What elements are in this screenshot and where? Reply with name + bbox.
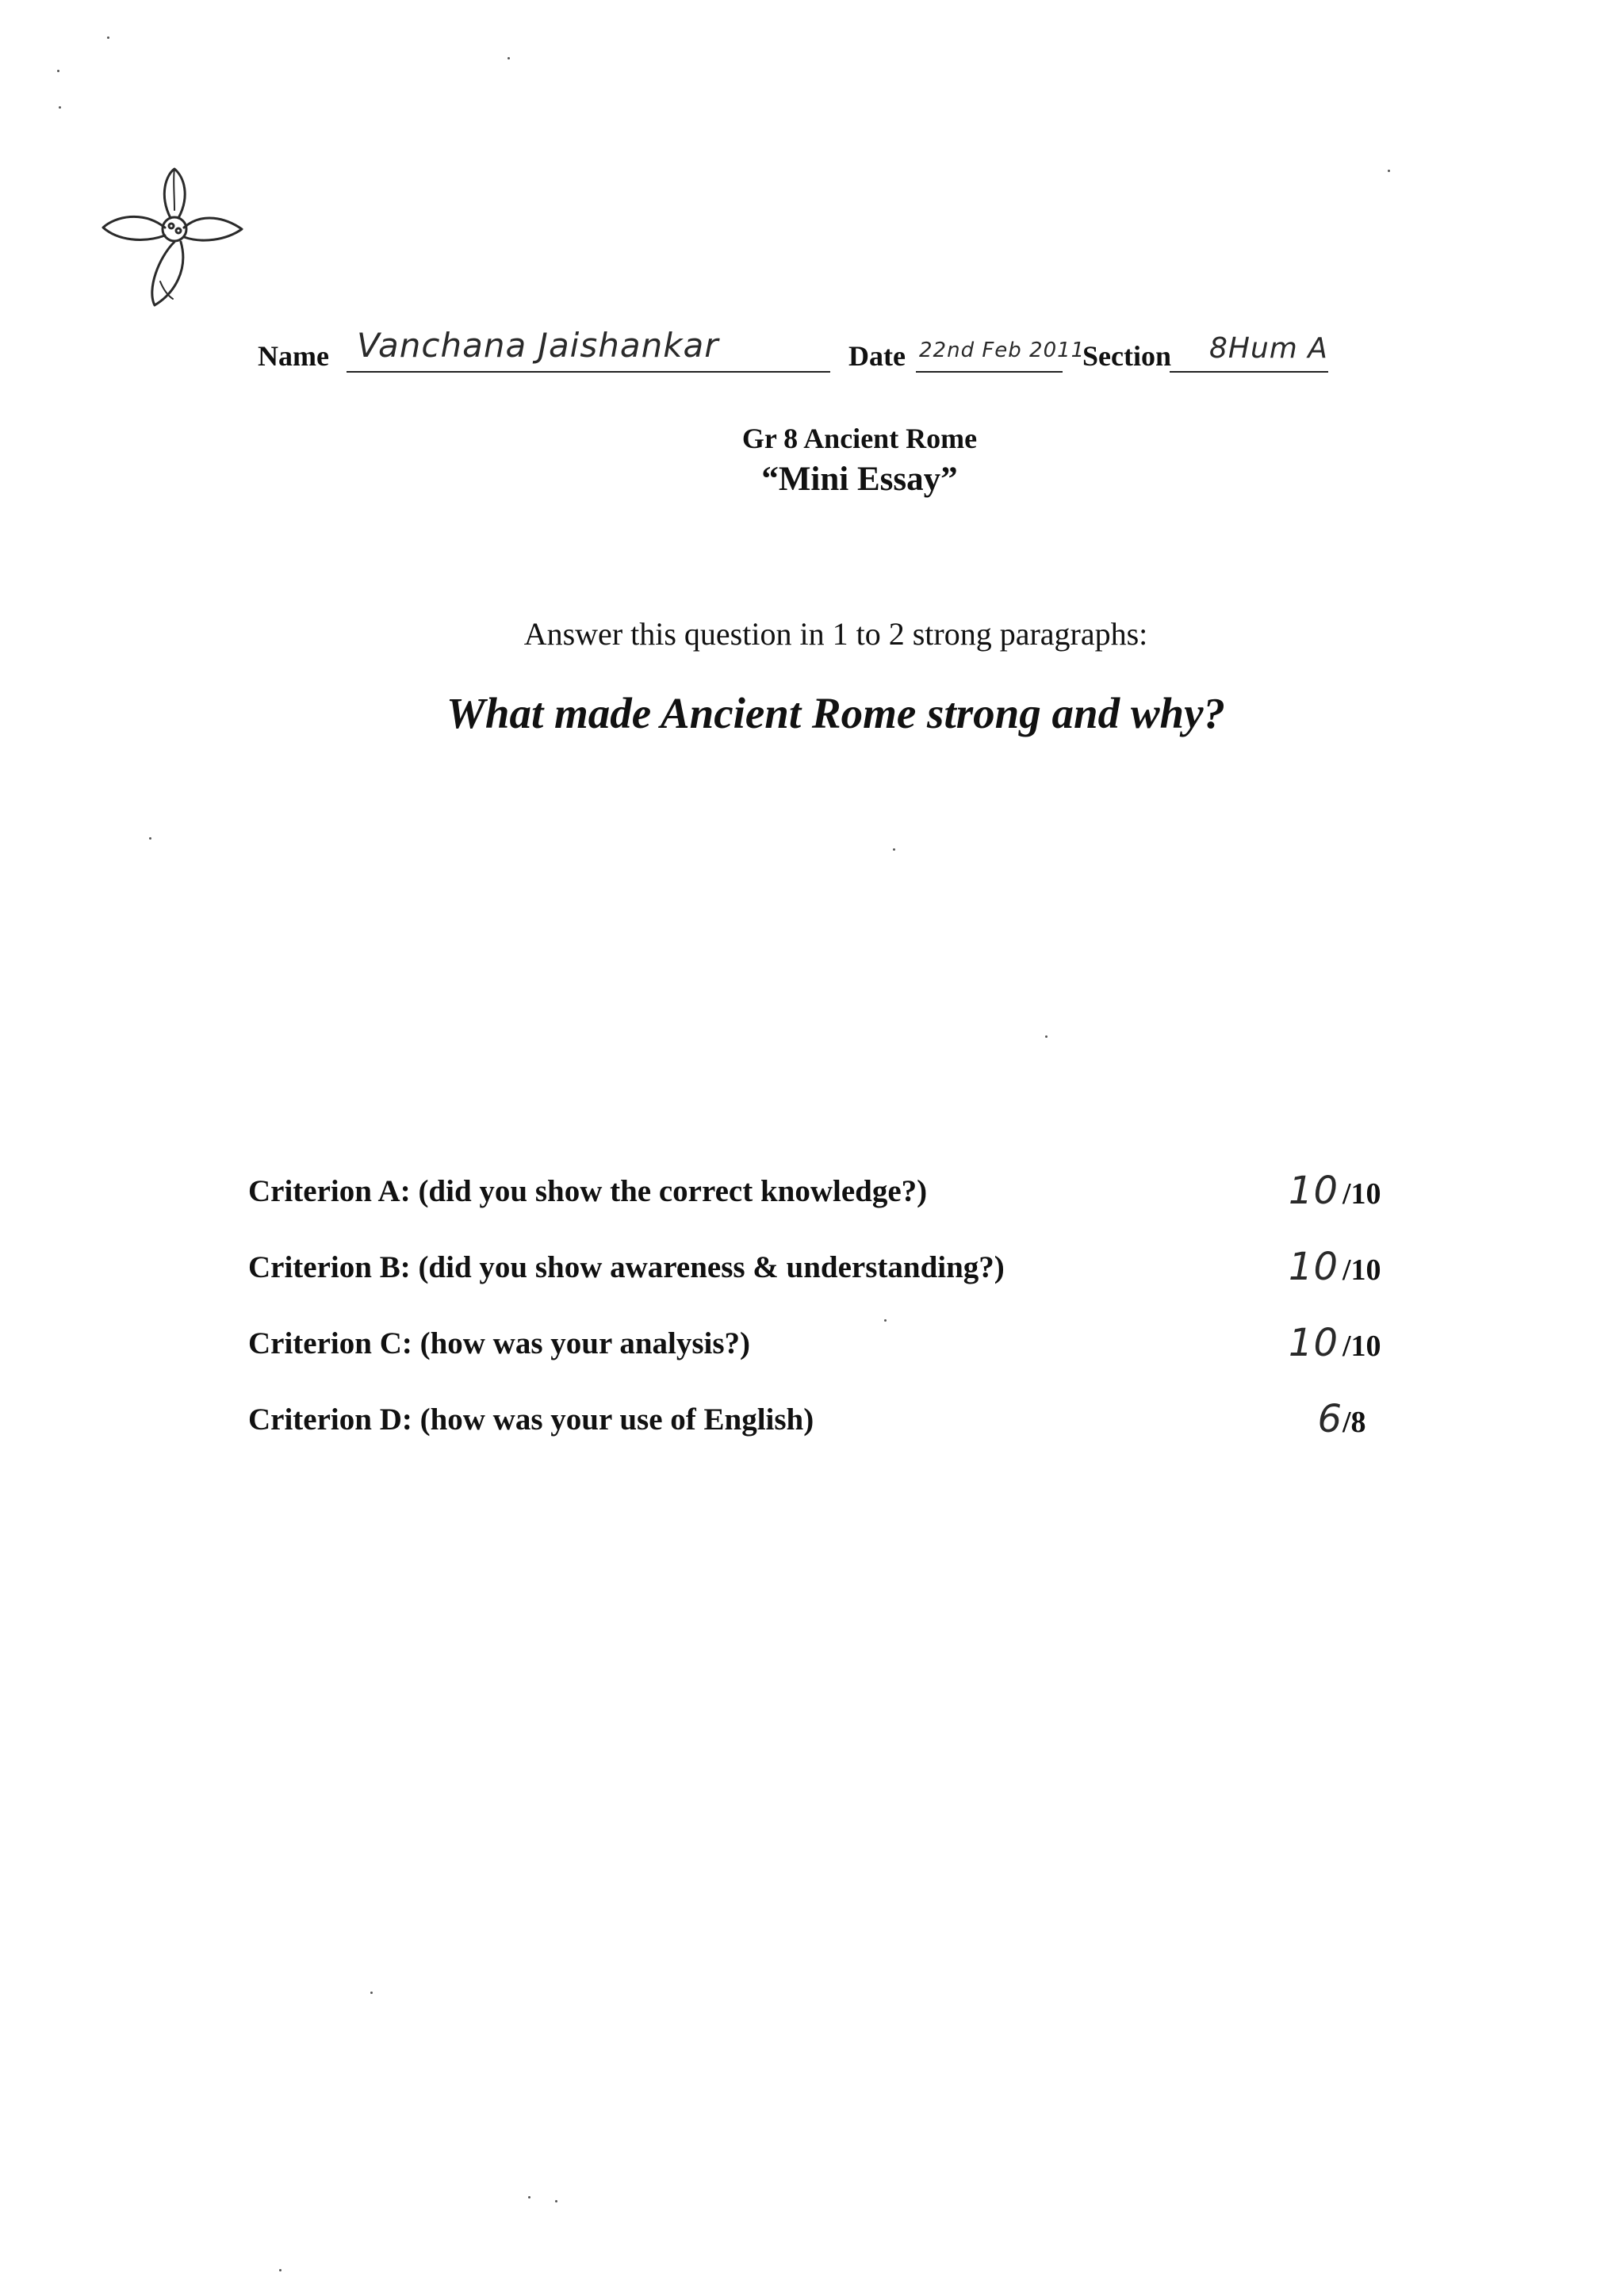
criterion-label: Criterion D: (how was your use of English) <box>248 1402 814 1437</box>
section-label: Section <box>1082 340 1171 372</box>
trillium-flower-icon <box>95 163 254 313</box>
instruction-text: Answer this question in 1 to 2 strong paragraphs: <box>523 616 1148 652</box>
criterion-score: 10 <box>1288 1169 1339 1213</box>
section-value: 8Hum A <box>1209 332 1328 365</box>
criterion-row <box>248 1321 1406 1402</box>
date-label: Date <box>848 340 906 372</box>
student-info-row <box>258 326 1368 388</box>
scan-speck <box>893 848 895 851</box>
essay-title: “Mini Essay” <box>761 461 958 498</box>
criterion-max: /10 <box>1342 1177 1381 1211</box>
name-label: Name <box>258 340 329 372</box>
scan-speck <box>59 106 61 109</box>
criterion-row <box>248 1169 1406 1249</box>
scan-speck <box>1388 170 1390 172</box>
scan-speck <box>528 2196 530 2198</box>
criterion-label: Criterion A: (did you show the correct knowledge?) <box>248 1174 928 1208</box>
scan-speck <box>149 837 151 840</box>
criterion-label: Criterion B: (did you show awareness & understanding?) <box>248 1250 1005 1284</box>
criterion-max: /8 <box>1342 1406 1366 1439</box>
scan-speck <box>508 57 510 59</box>
scan-speck <box>1045 1035 1048 1038</box>
scan-speck <box>57 70 59 72</box>
scan-speck <box>279 2269 282 2271</box>
criterion-row <box>248 1245 1406 1326</box>
criteria-list <box>248 1169 1406 1478</box>
scan-speck <box>555 2200 557 2202</box>
criterion-score: 6 <box>1317 1397 1342 1441</box>
course-title: Gr 8 Ancient Rome <box>741 423 978 454</box>
criterion-max: /10 <box>1342 1330 1381 1363</box>
criterion-max: /10 <box>1342 1253 1381 1287</box>
criterion-row <box>248 1397 1406 1478</box>
criterion-label: Criterion C: (how was your analysis?) <box>248 1326 751 1360</box>
scan-speck <box>107 36 109 39</box>
criterion-score: 10 <box>1288 1321 1339 1365</box>
essay-question: What made Ancient Rome strong and why? <box>446 689 1225 737</box>
name-value: Vanchana Jaishankar <box>357 326 719 365</box>
criterion-score: 10 <box>1288 1245 1339 1289</box>
date-value: 22nd Feb 2011 <box>919 339 1086 362</box>
scan-speck <box>370 1992 373 1994</box>
